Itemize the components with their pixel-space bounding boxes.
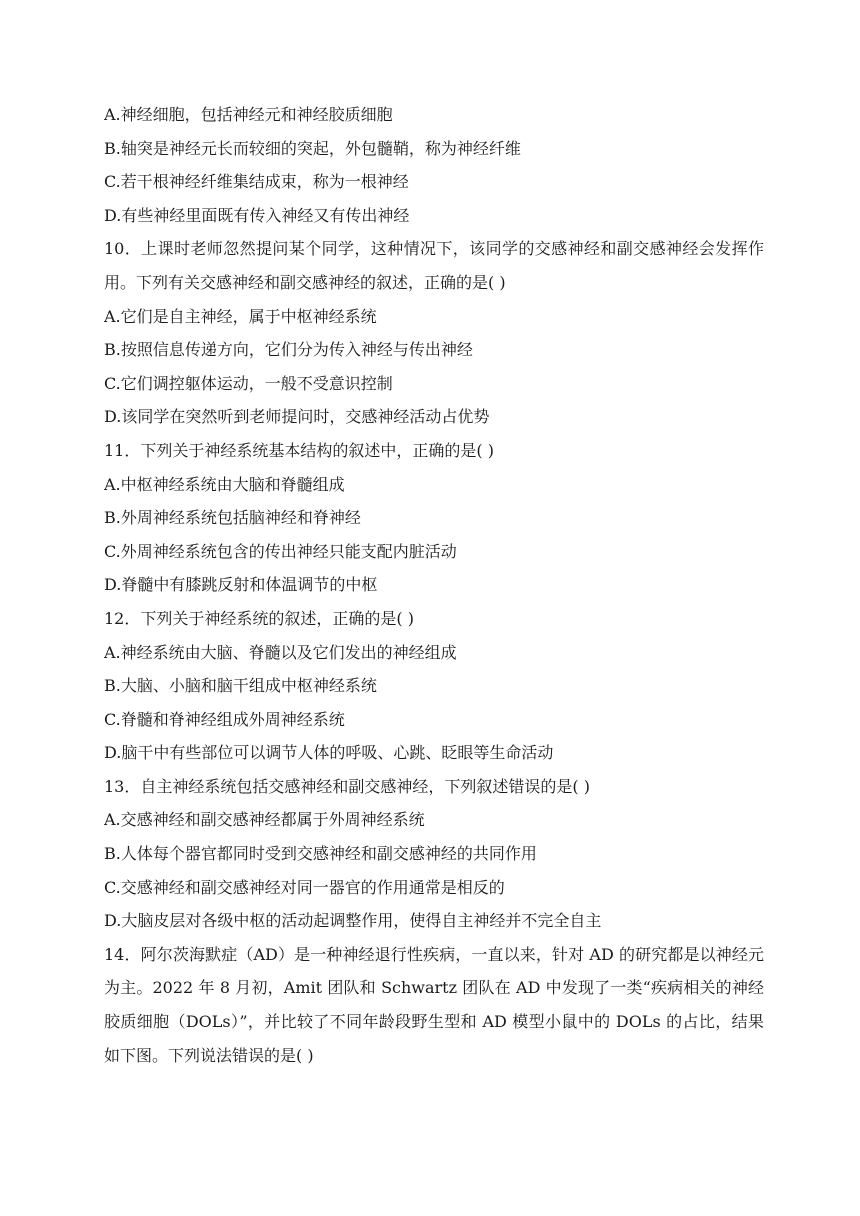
question-9-options <box>104 98 764 232</box>
question-13 <box>104 770 764 938</box>
question-text: 上课时老师忽然提问某个同学，这种情况下，该同学的交感神经和副交感神经会发挥作用。下列有关交感神经和副交感神经的叙述，正确的是( ) <box>104 239 764 292</box>
q11-option-c: C.外周神经系统包含的传出神经只能支配内脏活动 <box>104 541 457 561</box>
q13-option-c: C.交感神经和副交感神经对同一器官的作用通常是相反的 <box>104 877 505 897</box>
question-14 <box>104 938 764 1072</box>
question-stem <box>104 434 764 468</box>
question-number: 10． <box>104 239 142 259</box>
question-text: 自主神经系统包括交感神经和副交感神经，下列叙述错误的是( ) <box>140 776 590 796</box>
q13-option-d: D.大脑皮层对各级中枢的活动起调整作用，使得自主神经并不完全自主 <box>104 911 602 931</box>
q13-option-b: B.人体每个器官都同时受到交感神经和副交感神经的共同作用 <box>104 844 537 864</box>
q9-option-a: A.神经细胞，包括神经元和神经胶质细胞 <box>104 105 393 124</box>
q9-option-c: C.若干根神经纤维集结成束，称为一根神经 <box>104 172 409 192</box>
question-text: 阿尔茨海默症（AD）是一种神经退行性疾病，一直以来，针对 AD 的研究都是以神经元为主。2022 年 8 月初，Amit 团队和 Schwartz 团队在 AD 中发现了一类“疾病相关的神经胶质细胞（DOLs）”，并比较了不同年龄段野生型和 AD 模型小鼠中的 DOLs 的占比，结果如下图。下列说法错误的是( ) <box>104 944 764 1065</box>
q9-option-d: D.有些神经里面既有传入神经又有传出神经 <box>104 205 410 225</box>
q12-option-c: C.脊髓和脊神经组成外周神经系统 <box>104 709 345 729</box>
question-number: 14． <box>104 944 141 964</box>
q13-option-a: A.交感神经和副交感神经都属于外周神经系统 <box>104 810 425 830</box>
q10-option-d: D.该同学在突然听到老师提问时，交感神经活动占优势 <box>104 407 490 427</box>
q12-option-a: A.神经系统由大脑、脊髓以及它们发出的神经组成 <box>104 642 457 662</box>
q10-option-b: B.按照信息传递方向，它们分为传入神经与传出神经 <box>104 340 473 360</box>
q12-option-d: D.脑干中有些部位可以调节人体的呼吸、心跳、眨眼等生命活动 <box>104 743 554 763</box>
question-number: 12． <box>104 608 141 628</box>
question-number: 11． <box>104 440 141 460</box>
q9-option-b: B.轴突是神经元长而较细的突起，外包髓鞘，称为神经纤维 <box>104 138 521 158</box>
question-number: 13． <box>104 776 141 796</box>
document-page <box>104 98 764 1072</box>
question-text: 下列关于神经系统的叙述，正确的是( ) <box>140 608 414 628</box>
question-stem <box>104 602 764 636</box>
question-text: 下列关于神经系统基本结构的叙述中，正确的是( ) <box>140 440 494 460</box>
question-stem <box>104 938 764 1072</box>
question-11 <box>104 434 764 602</box>
question-stem <box>104 232 764 299</box>
q12-option-b: B.大脑、小脑和脑干组成中枢神经系统 <box>104 676 377 696</box>
question-10 <box>104 232 764 434</box>
q11-option-d: D.脊髓中有膝跳反射和体温调节的中枢 <box>104 575 378 595</box>
question-stem <box>104 770 764 804</box>
q11-option-a: A.中枢神经系统由大脑和脊髓组成 <box>104 474 345 494</box>
q11-option-b: B.外周神经系统包括脑神经和脊神经 <box>104 508 361 528</box>
q10-option-c: C.它们调控躯体运动，一般不受意识控制 <box>104 373 393 393</box>
question-12 <box>104 602 764 770</box>
q10-option-a: A.它们是自主神经，属于中枢神经系统 <box>104 306 377 326</box>
